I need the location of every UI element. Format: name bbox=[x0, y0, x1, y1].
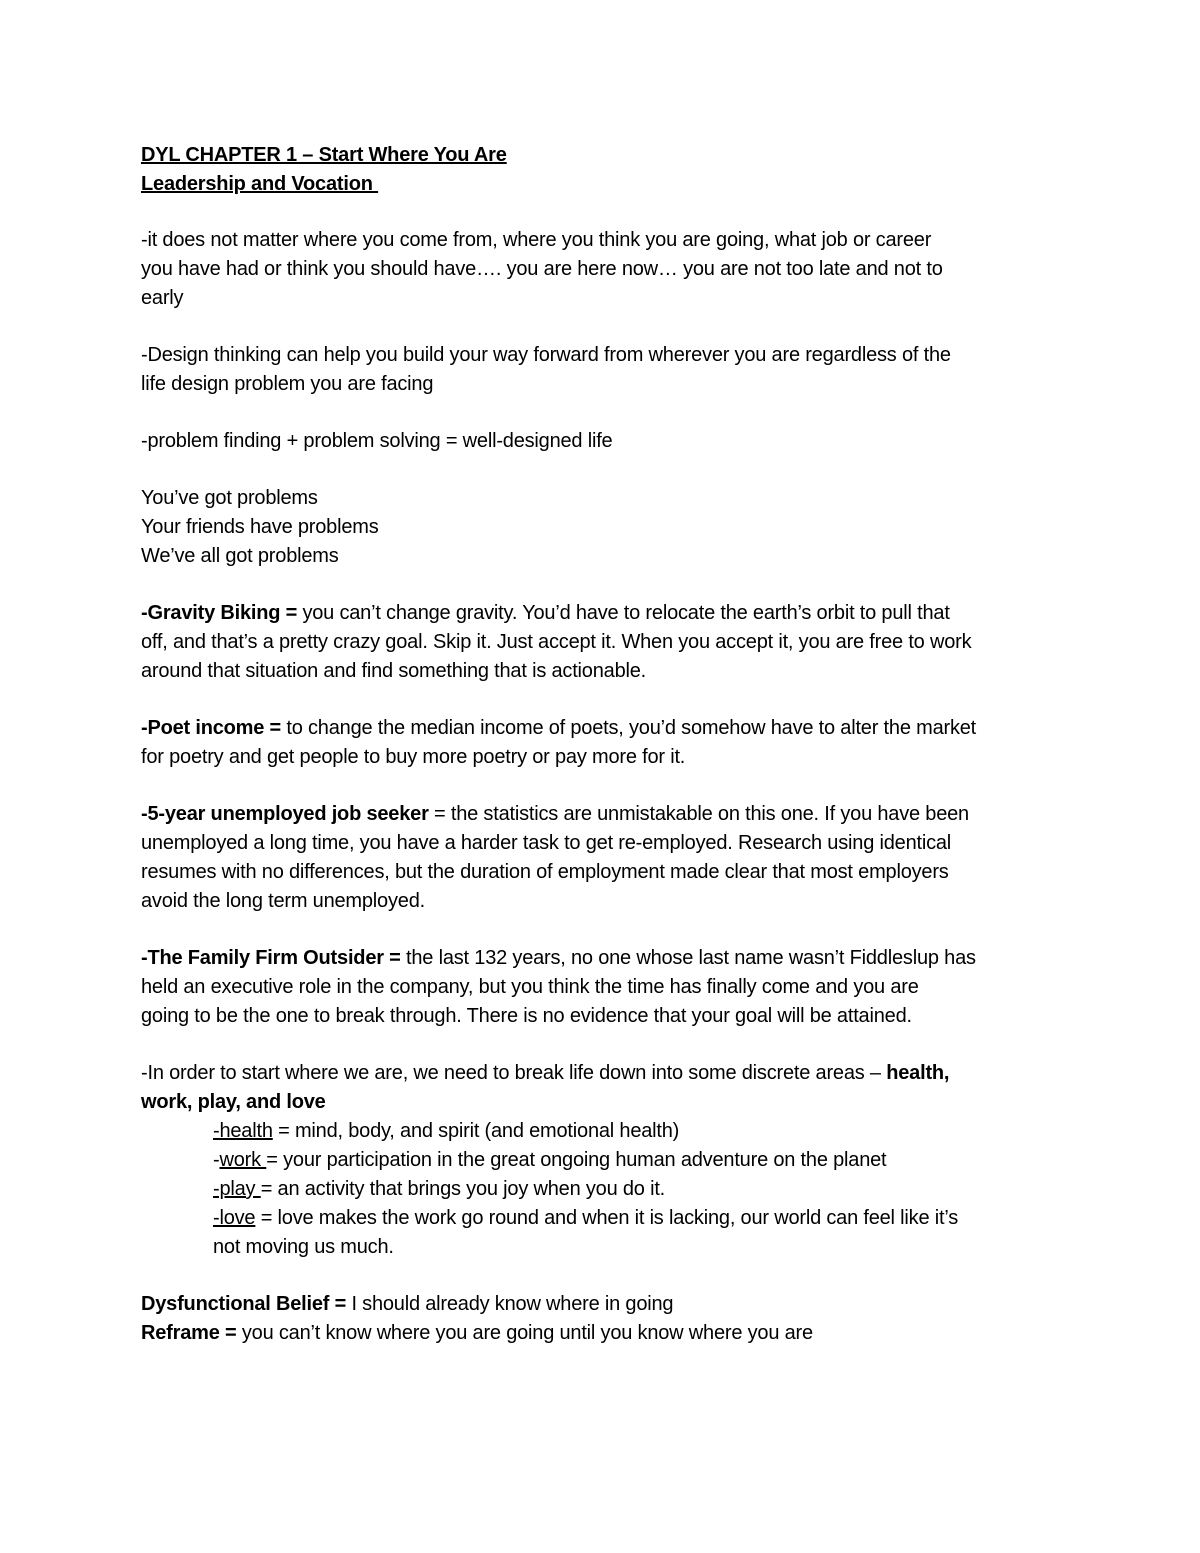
jobseeker-paragraph bbox=[141, 800, 1071, 916]
reframe-line bbox=[141, 1319, 1071, 1348]
formula-paragraph bbox=[141, 427, 1071, 456]
intro-line: -it does not matter where you come from, where you think you are going, what job or career bbox=[141, 229, 932, 251]
area-prefix: - bbox=[213, 1149, 220, 1171]
family-line: going to be the one to break through. There is no evidence that your goal will be attained. bbox=[141, 1005, 912, 1027]
jobseeker-text: = the statistics are unmistakable on this one. If you have been bbox=[428, 803, 969, 825]
design-thinking-line: -Design thinking can help you build your way forward from wherever you are regardless of the bbox=[141, 344, 951, 366]
area-item-play bbox=[213, 1175, 1071, 1204]
jobseeker-first-line bbox=[141, 800, 1071, 829]
jobseeker-line: avoid the long term unemployed. bbox=[141, 890, 425, 912]
gravity-first-line bbox=[141, 599, 1071, 628]
belief-paragraph bbox=[141, 1290, 1071, 1348]
problems-line: We’ve all got problems bbox=[141, 545, 339, 567]
family-first-line bbox=[141, 944, 1071, 973]
poet-income-paragraph bbox=[141, 714, 1071, 772]
reframe-text: you can’t know where you are going until you know where you are bbox=[236, 1322, 813, 1344]
heading-block bbox=[141, 141, 1071, 199]
formula-line: -problem finding + problem solving = well-designed life bbox=[141, 430, 613, 452]
intro-paragraph bbox=[141, 226, 1071, 313]
family-firm-paragraph bbox=[141, 944, 1071, 1031]
gravity-biking-paragraph bbox=[141, 599, 1071, 686]
area-text: = love makes the work go round and when it is lacking, our world can feel like it’s bbox=[255, 1207, 959, 1229]
area-term: -health bbox=[213, 1120, 273, 1142]
jobseeker-line: resumes with no differences, but the duration of employment made clear that most employers bbox=[141, 861, 949, 883]
area-item-health bbox=[213, 1117, 1071, 1146]
jobseeker-line: unemployed a long time, you have a harder task to get re-employed. Research using identical bbox=[141, 832, 952, 854]
areas-intro-text: -In order to start where we are, we need to break life down into some discrete areas – bbox=[141, 1062, 887, 1084]
area-term: -play bbox=[213, 1178, 261, 1200]
dysfunctional-belief-text: I should already know where in going bbox=[346, 1293, 674, 1315]
gravity-term: -Gravity Biking = bbox=[141, 602, 298, 624]
areas-health-bold: health, bbox=[886, 1062, 950, 1084]
poet-first-line bbox=[141, 714, 1071, 743]
family-line: held an executive role in the company, but you think the time has finally come and you are bbox=[141, 976, 919, 998]
poet-text: to change the median income of poets, you’d somehow have to alter the market bbox=[281, 717, 977, 739]
area-love-continued: not moving us much. bbox=[213, 1236, 394, 1258]
design-thinking-line: life design problem you are facing bbox=[141, 373, 434, 395]
document-page bbox=[141, 141, 1071, 1348]
gravity-line: off, and that’s a pretty crazy goal. Skip it. Just accept it. When you accept it, you are free to work bbox=[141, 631, 972, 653]
chapter-title: DYL CHAPTER 1 – Start Where You Are bbox=[141, 144, 507, 166]
life-areas-paragraph bbox=[141, 1059, 1071, 1262]
areas-first-line bbox=[141, 1059, 1071, 1088]
area-term: -love bbox=[213, 1207, 256, 1229]
dysfunctional-belief-line bbox=[141, 1290, 1071, 1319]
gravity-line: around that situation and find something that is actionable. bbox=[141, 660, 647, 682]
area-term: work bbox=[219, 1149, 267, 1171]
areas-list-bold: work, play, and love bbox=[141, 1091, 326, 1113]
area-text: = mind, body, and spirit (and emotional health) bbox=[272, 1120, 680, 1142]
jobseeker-term: -5-year unemployed job seeker bbox=[141, 803, 429, 825]
problems-line: You’ve got problems bbox=[141, 487, 318, 509]
problems-line: Your friends have problems bbox=[141, 516, 379, 538]
gravity-text: you can’t change gravity. You’d have to relocate the earth’s orbit to pull that bbox=[297, 602, 950, 624]
area-text: = your participation in the great ongoing human adventure on the planet bbox=[266, 1149, 887, 1171]
area-item-love bbox=[213, 1204, 1071, 1233]
poet-line: for poetry and get people to buy more poetry or pay more for it. bbox=[141, 746, 686, 768]
area-text: = an activity that brings you joy when you do it. bbox=[260, 1178, 666, 1200]
dysfunctional-belief-term: Dysfunctional Belief = bbox=[141, 1293, 347, 1315]
family-text: the last 132 years, no one whose last name wasn’t Fiddleslup has bbox=[400, 947, 976, 969]
poet-term: -Poet income = bbox=[141, 717, 282, 739]
reframe-term: Reframe = bbox=[141, 1322, 237, 1344]
area-item-work bbox=[213, 1146, 1071, 1175]
intro-line: early bbox=[141, 287, 184, 309]
intro-line: you have had or think you should have…. you are here now… you are not too late and not to bbox=[141, 258, 943, 280]
design-thinking-paragraph bbox=[141, 341, 1071, 399]
problems-paragraph bbox=[141, 484, 1071, 571]
family-term: -The Family Firm Outsider = bbox=[141, 947, 401, 969]
chapter-subtitle: Leadership and Vocation bbox=[141, 173, 379, 195]
